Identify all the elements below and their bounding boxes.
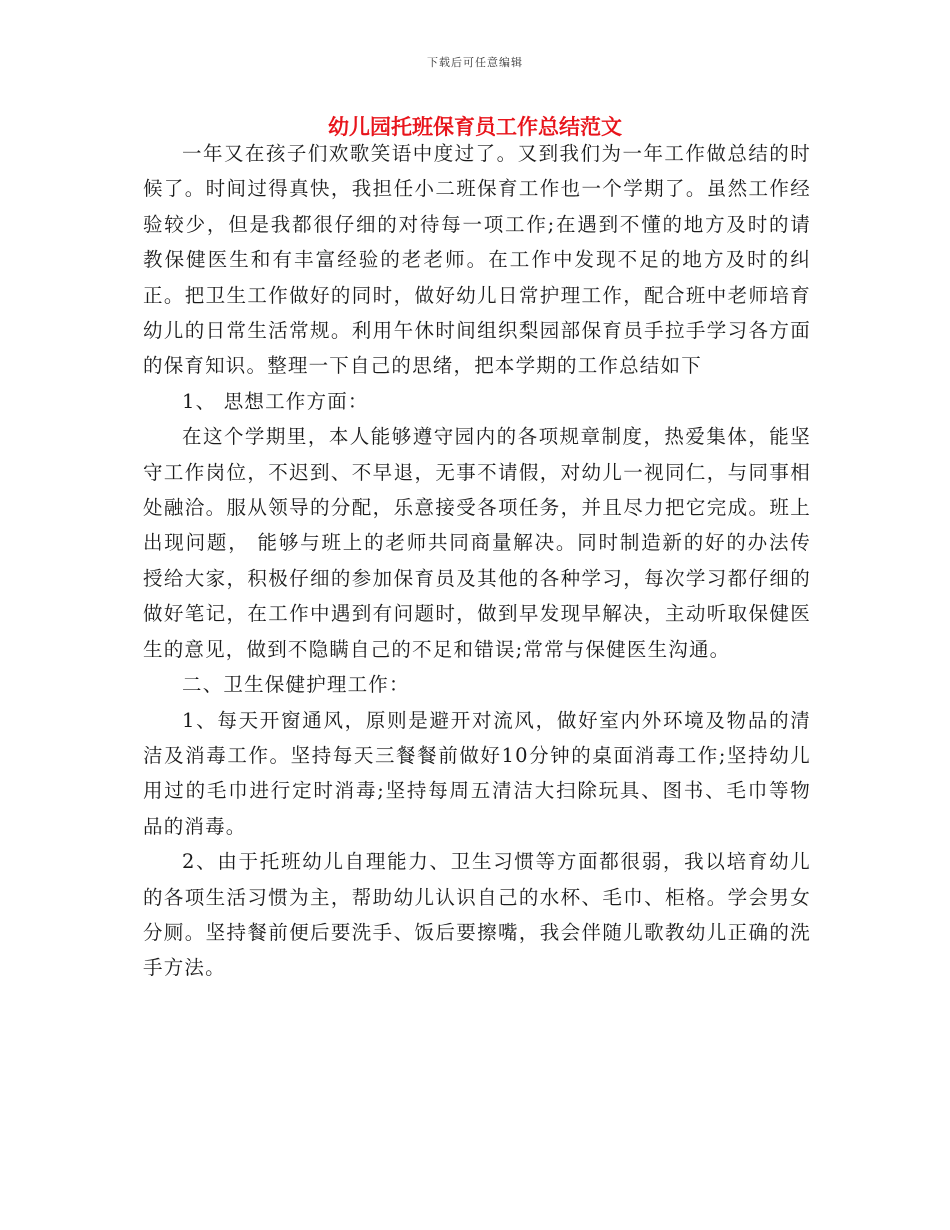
header-note: 下载后可任意编辑	[427, 56, 523, 69]
paragraph-intro: 一年又在孩子们欢歌笑语中度过了。又到我们为一年工作做总结的时候了。时间过得真快，我担任小二班保育工作也一个学期了。虽然工作经验较少，但是我都很仔细的对待每一项工作;在遇到不懂的地方及时的请教保健医生和有丰富经验的老老师。在工作中发现不足的地方及时的纠正。把卫生工作做好的同时，做好幼儿日常护理工作，配合班中老师培育幼儿的日常生活常规。利用午休时间组织梨园部保育员手拉手学习各方面的保育知识。整理一下自己的思绪，把本学期的工作总结如下	[143, 142, 811, 378]
document-body	[143, 136, 811, 986]
paragraph-thought-work: 在这个学期里，本人能够遵守园内的各项规章制度，热爱集体，能坚守工作岗位，不迟到、不早退，无事不请假，对幼儿一视同仁，与同事相处融洽。服从领导的分配，乐意接受各项任务，并且尽力把它完成。班上出现问题， 能够与班上的老师共同商量解决。同时制造新的好的办法传授给大家，积极仔细的参加保育员及其他的各种学习，每次学习都仔细的做好笔记，在工作中遇到有问题时，做到早发现早解决，主动听取保健医生的意见，做到不隐瞒自己的不足和错误;常常与保健医生沟通。	[143, 425, 811, 661]
section-heading-thought-work: 1、 思想工作方面：	[182, 389, 369, 413]
paragraph-ventilation-disinfection: 1、每天开窗通风，原则是避开对流风，做好室内外环境及物品的清洁及消毒工作。坚持每天三餐餐前做好10分钟的桌面消毒工作;坚持幼儿用过的毛巾进行定时消毒;坚持每周五清洁大扫除玩具、图书、毛巾等物品的消毒。	[143, 708, 811, 838]
paragraph-living-habits: 2、由于托班幼儿自理能力、卫生习惯等方面都很弱，我以培育幼儿的各项生活习惯为主，帮助幼儿认识自己的水杯、毛巾、柜格。学会男女分厕。坚持餐前便后要洗手、饭后要擦嘴，我会伴随儿歌教幼儿正确的洗手方法。	[143, 850, 811, 980]
section-heading-health-care: 二、卫生保健护理工作：	[182, 673, 410, 697]
document-title: 幼儿园托班保育员工作总结范文	[328, 115, 622, 139]
